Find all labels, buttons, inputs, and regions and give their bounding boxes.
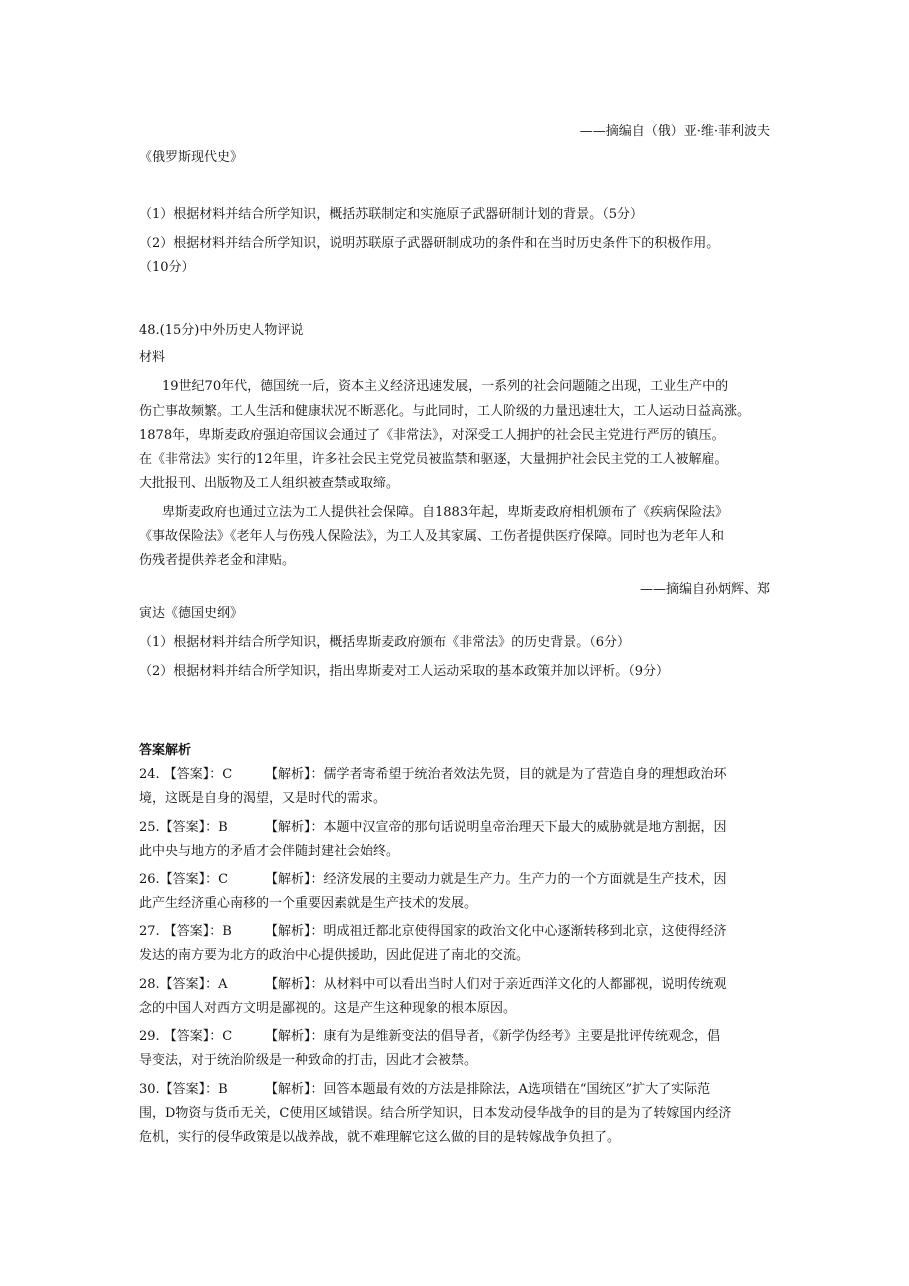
answer-label: 27. 【答案】：B: [139, 924, 232, 939]
question-48-1: （1）根据材料并结合所学知识，概括卑斯麦政府颁布《非常法》的历史背景。（6分）: [139, 635, 631, 650]
answer-label: 28.【答案】：A: [139, 977, 228, 992]
answer-27: [139, 923, 727, 941]
answer-continuation: 念的中国人对西方文明是鄙视的。这是产生这种现象的根本原因。: [139, 1001, 517, 1016]
answer-continuation: 发达的南方要为北方的政治中心提供援助，因此促进了南北的交流。: [139, 948, 530, 963]
answer-29: [139, 1028, 720, 1046]
material-paragraph-line: 卑斯麦政府也通过立法为工人提供社会保障。自1883年起，卑斯麦政府相机颁布了《疾病保险法》: [162, 505, 729, 520]
answer-continuation: 境，这既是自身的渴望，又是时代的需求。: [139, 791, 387, 806]
answer-continuation: 危机，实行的侵华政策是以战养战，就不难理解它这么做的目的是转嫁战争负担了。: [139, 1130, 621, 1145]
answer-26: [139, 871, 727, 889]
material-paragraph-line: 19世纪70年代，德国统一后，资本主义经济迅速发展，一系列的社会问题随之出现，工业生产中的: [162, 379, 729, 394]
answer-analysis: 【解析】：从材料中可以看出当时人们对于亲近西洋文化的人都鄙视，说明传统观: [265, 977, 727, 992]
question-47-2: （2）根据材料并结合所学知识，说明苏联原子武器研制成功的条件和在当时历史条件下的积极作用。: [139, 236, 720, 251]
material-source-attribution: ——摘编自孙炳辉、郑: [639, 582, 770, 597]
answer-analysis: 【解析】：经济发展的主要动力就是生产力。生产力的一个方面就是生产技术，因: [265, 872, 727, 887]
answer-label: 29. 【答案】：C: [139, 1029, 233, 1044]
answer-25: [139, 819, 727, 837]
material-paragraph-line: 在《非常法》实行的12年里，许多社会民主党党员被监禁和驱逐，大量拥护社会民主党的工人被解雇。: [139, 452, 728, 467]
answer-30: [139, 1081, 710, 1099]
material-paragraph-line: 伤亡事故频繁。工人生活和健康状况不断恶化。与此同时，工人阶级的力量迅速壮大，工人运动日益高涨。: [139, 404, 751, 419]
answer-analysis: 【解析】：儒学者寄希望于统治者效法先贤，目的就是为了营造自身的理想政治环: [265, 767, 727, 782]
answer-analysis: 【解析】：明成祖迁都北京使得国家的政治文化中心逐渐转移到北京，这使得经济: [265, 924, 727, 939]
answer-28: [139, 976, 727, 994]
answer-analysis: 【解析】：回答本题最有效的方法是排除法，A选项错在“国统区”扩大了实际范: [265, 1082, 711, 1097]
material-paragraph-line: 大批报刊、出版物及工人组织被查禁或取缔。: [139, 476, 400, 491]
question-48-2: （2）根据材料并结合所学知识，指出卑斯麦对工人运动采取的基本政策并加以评析。（9分）: [139, 664, 670, 679]
answer-analysis: 【解析】：本题中汉宣帝的那句话说明皇帝治理天下最大的威胁就是地方割据，因: [265, 820, 727, 835]
material-paragraph-line: 1878年，卑斯麦政府强迫帝国议会通过了《非常法》，对深受工人拥护的社会民主党进行严厉的镇压。: [139, 428, 725, 443]
answer-analysis: 【解析】：康有为是维新变法的倡导者，《新学伪经考》主要是批评传统观念，倡: [265, 1029, 721, 1044]
source-attribution: ——摘编自（俄）亚·维·菲利波夫: [579, 124, 770, 139]
material-source-book: 寅达《德国史纲》: [139, 606, 244, 621]
question-48-title: 48.(15分)中外历史人物评说: [139, 323, 304, 338]
answer-continuation: 此产生经济重心南移的一个重要因素就是生产技术的发展。: [139, 896, 478, 911]
answer-label: 26.【答案】：C: [139, 872, 229, 887]
answer-label: 24. 【答案】：C: [139, 767, 233, 782]
source-book-title: 《俄罗斯现代史》: [139, 150, 244, 165]
answer-label: 25.【答案】：B: [139, 820, 228, 835]
answer-continuation: 围，D物资与货币无关，C使用区域错误。结合所学知识，日本发动侵华战争的目的是为了转嫁国内经济: [139, 1106, 732, 1121]
question-47-1: （1）根据材料并结合所学知识，概括苏联制定和实施原子武器研制计划的背景。（5分）: [139, 207, 644, 222]
material-label: 材料: [139, 350, 166, 365]
material-paragraph-line: 伤残者提供养老金和津贴。: [139, 553, 296, 568]
answer-continuation: 导变法，对于统治阶级是一种致命的打击，因此才会被禁。: [139, 1053, 478, 1068]
material-paragraph-line: 《事故保险法》《老年人与伤残人保险法》，为工人及其家属、工伤者提供医疗保障。同时也为老年人和: [139, 529, 725, 544]
question-47-2-score: （10分）: [139, 260, 195, 275]
answer-24: [139, 766, 727, 784]
answer-continuation: 此中央与地方的矛盾才会伴随封建社会始终。: [139, 844, 400, 859]
answer-label: 30.【答案】：B: [139, 1082, 228, 1097]
answers-heading: 答案解析: [139, 743, 192, 758]
